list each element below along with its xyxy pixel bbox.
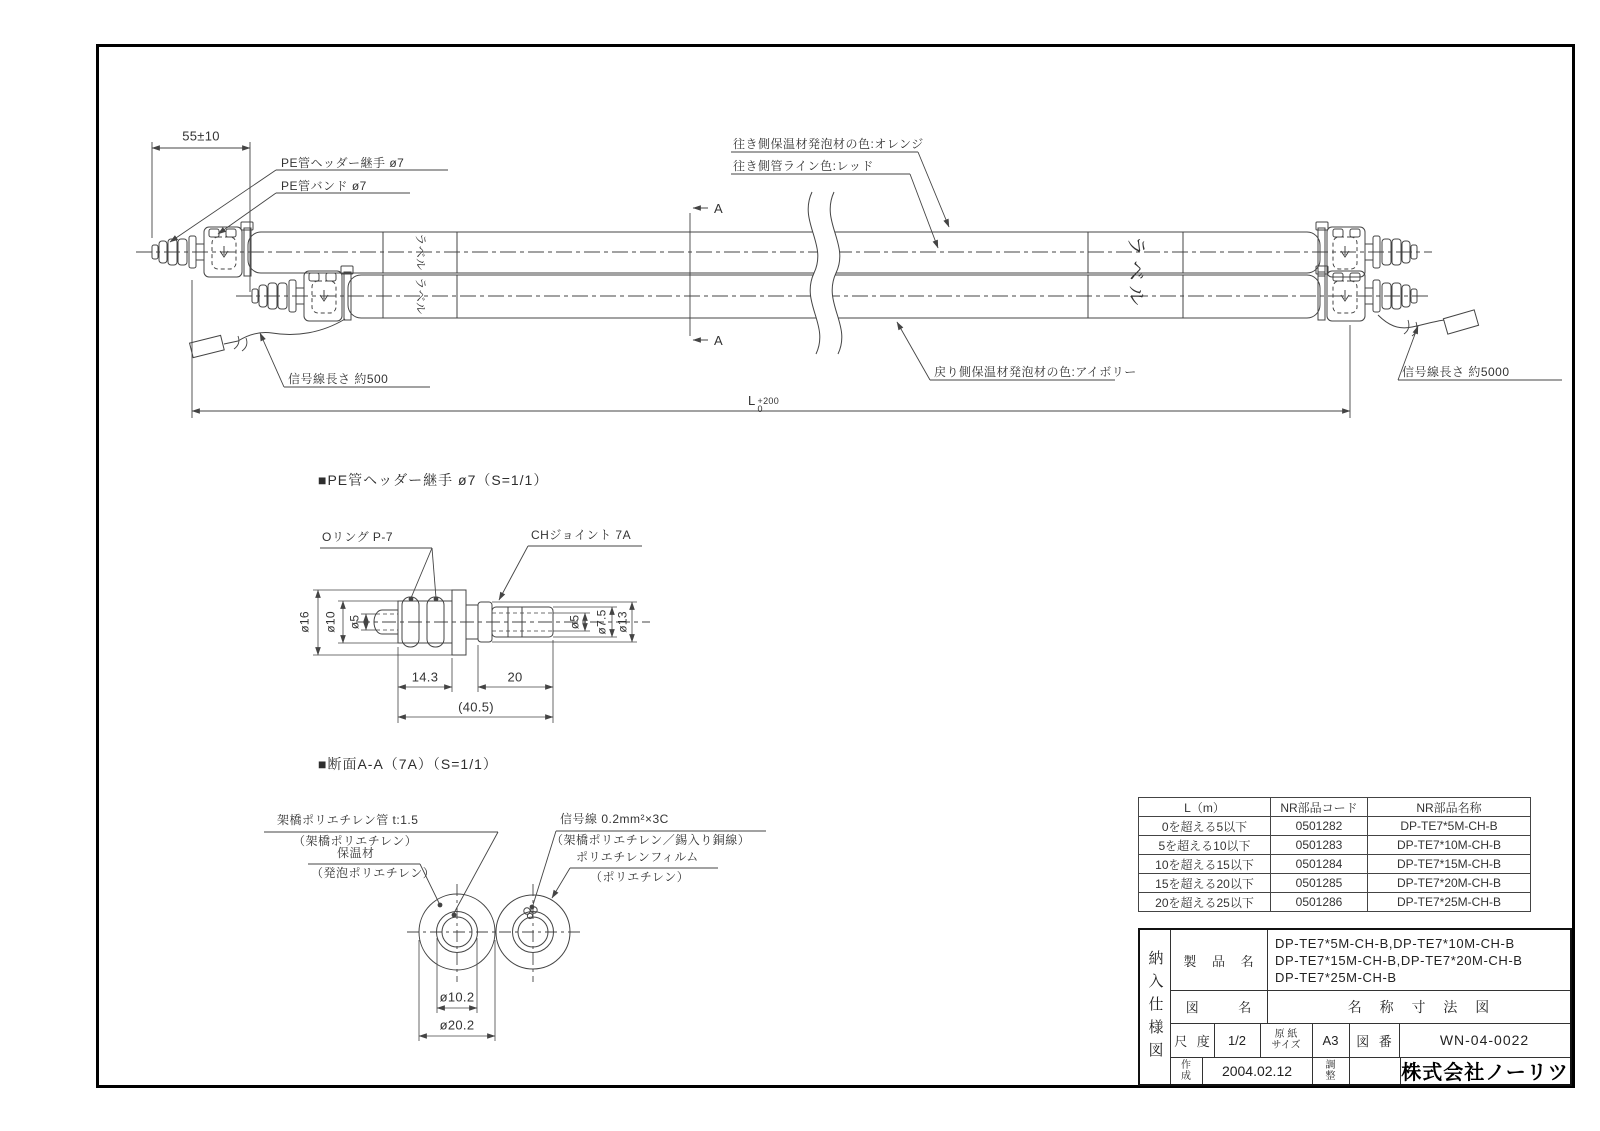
adjust-label: 調 整 <box>1325 1059 1336 1082</box>
length-tolerance: +200 0 <box>757 396 780 414</box>
joint-detail-title: ■PE管ヘッダー継手 ø7（S=1/1） <box>318 472 549 488</box>
cell-code: 0501282 <box>1271 817 1368 836</box>
product-line: DP-TE7*5M-CH-B,DP-TE7*10M-CH-B <box>1275 936 1515 951</box>
product-name-value <box>1267 930 1570 990</box>
cell-name: DP-TE7*20M-CH-B <box>1368 874 1531 893</box>
cell-name: DP-TE7*25M-CH-B <box>1368 893 1531 912</box>
cell-name: DP-TE7*5M-CH-B <box>1368 817 1531 836</box>
dim-55: 55±10 <box>182 128 220 144</box>
xs-signal-label-line1: 信号線 0.2mm²×3C <box>560 812 669 826</box>
paper-size-value: A3 <box>1322 1032 1339 1048</box>
dim-dia5-right: ø5 <box>567 614 582 630</box>
dim-dia10-2: ø10.2 <box>439 989 475 1005</box>
cell-code: 0501283 <box>1271 836 1368 855</box>
return-foam-color-label: 戻り側保温材発泡材の色:アイボリー <box>934 365 1137 379</box>
cell-name: DP-TE7*10M-CH-B <box>1368 836 1531 855</box>
col-header-length: L（m） <box>1139 798 1271 817</box>
cell-range: 10を超える15以下 <box>1139 855 1271 874</box>
parts-table-header-row <box>1139 798 1531 817</box>
figure-name-label: 図 名 <box>1185 1000 1252 1015</box>
table-row <box>1139 893 1531 912</box>
table-row <box>1139 874 1531 893</box>
outbound-foam-color-label: 往き側保温材発泡材の色:オレンジ <box>733 137 924 151</box>
product-line: DP-TE7*15M-CH-B,DP-TE7*20M-CH-B <box>1275 953 1523 968</box>
table-row <box>1139 817 1531 836</box>
cell-range: 15を超える20以下 <box>1139 874 1271 893</box>
product-line: DP-TE7*25M-CH-B <box>1275 970 1397 985</box>
drawing-number-label: 図 番 <box>1356 1033 1392 1049</box>
pe-header-joint-label: PE管ヘッダー継手 ø7 <box>281 156 405 170</box>
cell-code: 0501286 <box>1271 893 1368 912</box>
xs-signal-label-line2: （架橋ポリエチレン／錫入り銅線） <box>551 833 751 847</box>
scale-label: 尺 度 <box>1174 1033 1210 1049</box>
drawing-number-value: WN-04-0022 <box>1439 1032 1530 1048</box>
company-name: 株式会社ノーリツ <box>1401 1062 1569 1084</box>
section-marker-top: A <box>714 201 723 216</box>
dim-dia5-left: ø5 <box>347 614 362 630</box>
pe-band-label: PE管バンド ø7 <box>281 179 367 193</box>
cell-range: 20を超える25以下 <box>1139 893 1271 912</box>
cell-range: 5を超える10以下 <box>1139 836 1271 855</box>
ch-joint-label: CHジョイント 7A <box>531 528 632 542</box>
figure-name-value: 名 称 寸 法 図 <box>1347 998 1490 1015</box>
oring-label: Oリング P-7 <box>322 530 394 544</box>
created-date-value: 2004.02.12 <box>1221 1062 1293 1079</box>
table-row <box>1139 855 1531 874</box>
length-symbol: L <box>748 393 756 408</box>
outbound-line-color-label: 往き側管ライン色:レッド <box>733 159 874 173</box>
section-detail-title: ■断面A-A（7A）（S=1/1） <box>318 756 498 772</box>
section-marker-bottom: A <box>714 333 723 348</box>
xs-pipe-label-line1: 架橋ポリエチレン管 t:1.5 <box>277 813 419 827</box>
adjust-value-empty <box>1349 1057 1400 1084</box>
cell-name: DP-TE7*15M-CH-B <box>1368 855 1531 874</box>
cell-code: 0501285 <box>1271 874 1368 893</box>
cell-code: 0501284 <box>1271 855 1368 874</box>
dim-14-3: 14.3 <box>411 669 439 685</box>
dim-40-5: (40.5) <box>458 699 494 715</box>
pipe-label-band-left-bottom: ラベル <box>413 277 428 315</box>
scale-value: 1/2 <box>1227 1032 1247 1048</box>
xs-pipe-label-line2: （架橋ポリエチレン） <box>293 834 418 848</box>
table-row <box>1139 836 1531 855</box>
dim-dia7-5: ø7.5 <box>594 609 609 635</box>
pipe-label-band-right: ラベル <box>1124 235 1147 311</box>
signal-length-left-label: 信号線長さ 約500 <box>288 372 389 386</box>
created-label: 作 成 <box>1181 1059 1191 1082</box>
dim-20: 20 <box>507 669 523 685</box>
pipe-label-band-left-top: ラベル <box>413 233 428 271</box>
dim-dia16: ø16 <box>297 611 312 633</box>
xs-film-label-line1: ポリエチレンフィルム <box>576 850 699 864</box>
product-name-label: 製 品 名 <box>1183 953 1254 969</box>
doc-type-label: 納入仕様図 <box>1146 949 1164 1065</box>
xs-insulation-label-line1: 保温材 <box>337 846 375 860</box>
parts-table <box>1138 797 1531 912</box>
dim-dia10: ø10 <box>323 611 338 633</box>
length-dimension <box>748 393 779 413</box>
col-header-name: NR部品名称 <box>1368 798 1531 817</box>
col-header-code: NR部品コード <box>1271 798 1368 817</box>
xs-insulation-label-line2: （発泡ポリエチレン） <box>311 866 436 880</box>
dim-dia13: ø13 <box>615 611 630 633</box>
xs-film-label-line2: （ポリエチレン） <box>590 870 690 884</box>
title-block <box>1138 928 1572 1086</box>
paper-size-label: 原 紙 サイズ <box>1271 1029 1301 1051</box>
signal-length-right-label: 信号線長さ 約5000 <box>1402 365 1510 379</box>
cell-range: 0を超える5以下 <box>1139 817 1271 836</box>
dim-dia20-2: ø20.2 <box>439 1017 475 1033</box>
